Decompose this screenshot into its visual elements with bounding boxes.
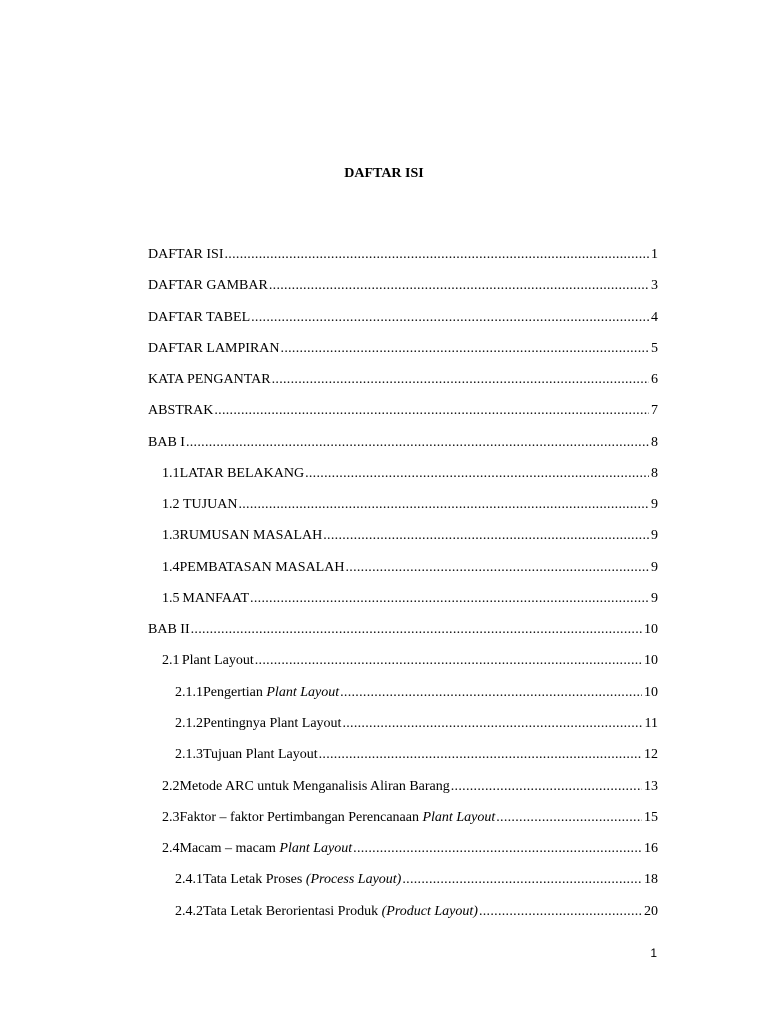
- toc-entry[interactable]: [148, 684, 658, 715]
- leader-dots: [214, 402, 649, 420]
- table-of-contents: [148, 246, 658, 934]
- page-title: DAFTAR ISI: [344, 166, 424, 181]
- toc-entry-number: 2.1.2: [175, 715, 203, 731]
- toc-entry-page: 7: [651, 403, 658, 419]
- toc-entry-page: 6: [651, 372, 658, 388]
- toc-entry-page: 9: [651, 559, 658, 575]
- toc-entry-number: 2.4.2: [175, 903, 203, 919]
- toc-entry-number: 2.1.3: [175, 747, 203, 763]
- leader-dots: [323, 527, 649, 545]
- toc-entry-label: Faktor – faktor Pertimbangan Perencanaan Plant Layout: [179, 809, 496, 825]
- leader-dots: [479, 903, 642, 921]
- toc-entry-label: Pengertian Plant Layout: [203, 684, 340, 700]
- toc-entry[interactable]: [148, 621, 658, 652]
- toc-entry-label: ABSTRAK: [148, 403, 214, 419]
- toc-entry[interactable]: [148, 590, 658, 621]
- toc-entry-label: Macam – macam Plant Layout: [179, 841, 353, 857]
- leader-dots: [345, 559, 649, 577]
- toc-entry-page: 16: [644, 841, 658, 857]
- leader-dots: [272, 371, 649, 389]
- toc-entry-number: 1.2: [162, 497, 180, 513]
- toc-entry-number: 1.1: [162, 465, 180, 481]
- leader-dots: [342, 715, 642, 733]
- toc-entry-page: 5: [651, 340, 658, 356]
- toc-entry[interactable]: [148, 871, 658, 902]
- leader-dots: [250, 590, 649, 608]
- toc-entry[interactable]: [148, 277, 658, 308]
- leader-dots: [319, 746, 642, 764]
- toc-entry-number: 2.4: [162, 841, 180, 857]
- toc-entry-page: 8: [651, 434, 658, 450]
- toc-entry-label: MANFAAT: [182, 590, 250, 606]
- page-number: 1: [650, 946, 657, 960]
- toc-entry-label: Tata Letak Berorientasi Produk (Product Layout): [203, 903, 478, 919]
- toc-entry-number: 1.5: [162, 590, 180, 606]
- toc-entry[interactable]: [148, 527, 658, 558]
- leader-dots: [186, 434, 649, 452]
- toc-entry-label: Tata Letak Proses (Process Layout): [203, 872, 402, 888]
- toc-entry[interactable]: [148, 402, 658, 433]
- leader-dots: [402, 871, 642, 889]
- toc-entry-page: 3: [651, 278, 658, 294]
- toc-entry[interactable]: [148, 652, 658, 683]
- toc-entry-label: RUMUSAN MASALAH: [179, 528, 323, 544]
- toc-entry-page: 12: [644, 747, 658, 763]
- toc-entry-page: 9: [651, 528, 658, 544]
- toc-entry[interactable]: [148, 778, 658, 809]
- toc-entry-label: TUJUAN: [183, 497, 238, 513]
- toc-entry[interactable]: [148, 809, 658, 840]
- toc-entry-number: 2.2: [162, 778, 180, 794]
- toc-entry-number: 2.4.1: [175, 872, 203, 888]
- toc-entry[interactable]: [148, 371, 658, 402]
- toc-entry-number: 2.1.1: [175, 684, 203, 700]
- toc-entry-number: 1.4: [162, 559, 180, 575]
- toc-entry[interactable]: [148, 715, 658, 746]
- leader-dots: [269, 277, 649, 295]
- toc-entry-number: 2.1: [162, 653, 180, 669]
- toc-entry-label: PEMBATASAN MASALAH: [179, 559, 345, 575]
- toc-entry-label: Tujuan Plant Layout: [203, 747, 318, 763]
- toc-entry-label: Pentingnya Plant Layout: [203, 715, 342, 731]
- toc-entry[interactable]: [148, 465, 658, 496]
- toc-entry-page: 10: [644, 684, 658, 700]
- leader-dots: [451, 778, 642, 796]
- toc-entry-label: DAFTAR ISI: [148, 247, 224, 262]
- leader-dots: [496, 809, 642, 827]
- toc-entry[interactable]: [148, 340, 658, 371]
- toc-entry-number: 1.3: [162, 528, 180, 544]
- toc-entry[interactable]: [148, 496, 658, 527]
- toc-entry-label: DAFTAR LAMPIRAN: [148, 340, 280, 356]
- leader-dots: [340, 684, 642, 702]
- toc-entry-label: DAFTAR TABEL: [148, 309, 251, 325]
- leader-dots: [353, 840, 642, 858]
- toc-entry-number: 2.3: [162, 809, 180, 825]
- toc-entry[interactable]: [148, 903, 658, 934]
- toc-entry-page: 10: [644, 653, 658, 669]
- leader-dots: [191, 621, 642, 639]
- toc-entry-page: 9: [651, 497, 658, 513]
- leader-dots: [281, 340, 649, 358]
- toc-entry-page: 9: [651, 590, 658, 606]
- toc-entry-page: 8: [651, 465, 658, 481]
- leader-dots: [305, 465, 649, 483]
- toc-entry[interactable]: [148, 840, 658, 871]
- toc-entry-label: Plant Layout: [181, 653, 254, 669]
- toc-entry-page: 13: [644, 778, 658, 794]
- toc-entry[interactable]: [148, 434, 658, 465]
- toc-entry-page: 10: [644, 622, 658, 638]
- toc-entry-label: DAFTAR GAMBAR: [148, 278, 268, 294]
- toc-entry-page: 11: [644, 715, 658, 731]
- toc-entry[interactable]: [148, 246, 658, 277]
- toc-entry-page: 15: [644, 809, 658, 825]
- leader-dots: [251, 309, 649, 327]
- toc-entry-page: 18: [644, 872, 658, 888]
- leader-dots: [238, 496, 649, 514]
- toc-entry-label: LATAR BELAKANG: [179, 465, 305, 481]
- toc-entry-page: 4: [651, 309, 658, 325]
- toc-entry[interactable]: [148, 746, 658, 777]
- toc-entry-label: BAB I: [148, 434, 185, 450]
- leader-dots: [225, 246, 650, 264]
- toc-entry-page: 1: [651, 247, 658, 262]
- toc-entry-label: KATA PENGANTAR: [148, 372, 271, 388]
- toc-entry[interactable]: [148, 309, 658, 340]
- toc-entry-label: Metode ARC untuk Menganalisis Aliran Barang: [179, 778, 450, 794]
- leader-dots: [255, 652, 642, 670]
- toc-entry[interactable]: [148, 559, 658, 590]
- toc-entry-page: 20: [644, 903, 658, 919]
- toc-entry-label: BAB II: [148, 622, 190, 638]
